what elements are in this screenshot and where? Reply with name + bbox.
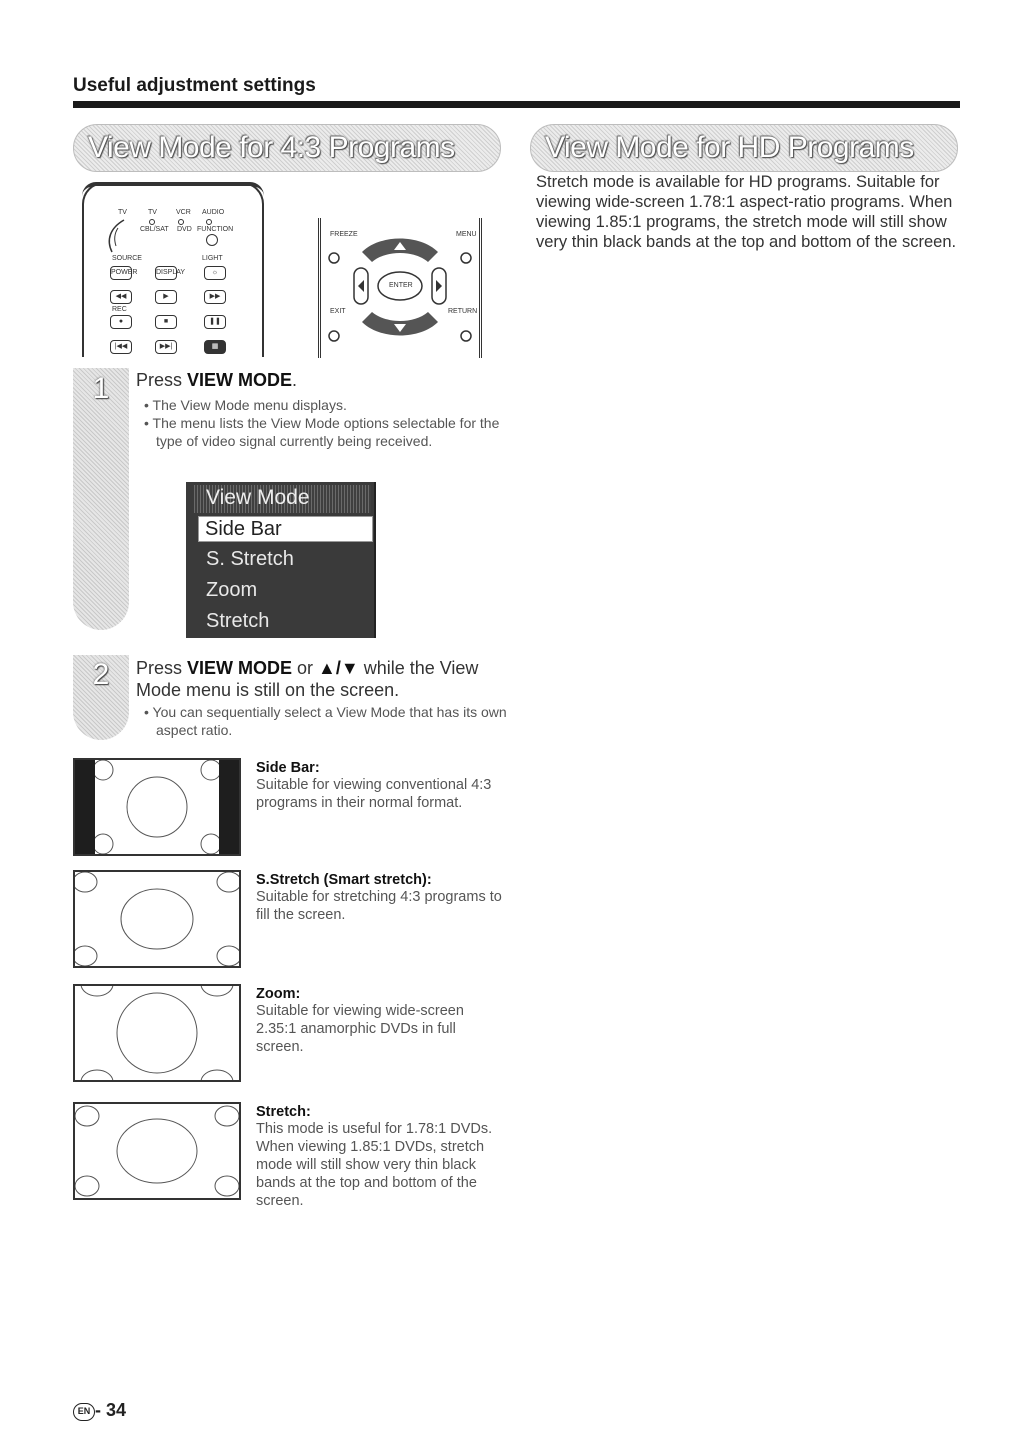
remote-label-light: LIGHT [202,255,223,262]
step-1-heading: Press VIEW MODE. [136,370,298,390]
remote-label-dvd: DVD [177,226,192,233]
stretch-thumbnail [73,1102,241,1200]
page-number: - 34 [95,1400,127,1420]
view-mode-button: ▦ [204,340,226,354]
menu-item: S. Stretch [206,548,294,570]
menu-item: Zoom [206,579,258,601]
hd-description: Stretch mode is available for HD programs. Suitable for viewing wide-screen 1.78:1 aspect-ratio programs. When viewing 1.85:1 programs, the stretch mode will still show very thin black bands at the top and bottom of the screen. [536,173,957,251]
display-button: DISPLAY [155,266,177,280]
remote-label-audio: AUDIO [202,209,225,216]
play-icon: ▶ [155,290,177,304]
remote-label-tv2: TV [148,209,157,216]
stop-icon: ■ [155,315,177,329]
mode-title: Side Bar: [256,760,320,776]
banner-hd [530,124,958,172]
menu-title: View Mode [206,486,310,509]
remote-label-vcr: VCR [176,209,191,216]
list-item: • You can sequentially select a View Mode that has its own aspect ratio. [144,704,507,738]
test-pattern-icon [75,1104,239,1198]
function-button-icon [206,234,218,246]
test-pattern-icon [75,986,239,1080]
menu-item: Stretch [206,610,270,632]
list-item: • The menu lists the View Mode options selectable for the type of video signal currently being received. [144,415,500,449]
mode-title: S.Stretch (Smart stretch): [256,872,432,888]
mode-description: This mode is useful for 1.78:1 DVDs. [256,1121,493,1137]
mode-side-bar [256,760,506,812]
test-pattern-icon [95,760,219,854]
remote-label-cblsat: CBL/SAT [140,226,169,233]
exit-label: EXIT [330,308,346,315]
mode-description-extra: When viewing 1.85:1 DVDs, stretch mode will still show very thin black bands at the top and bottom of the screen. [256,1139,485,1209]
mode-title: Zoom: [256,986,301,1002]
step-1-bar [73,368,129,630]
page-footer [73,1400,126,1421]
menu-label: MENU [456,231,477,238]
remote-led-icon [206,219,212,225]
view-mode-menu-content [186,482,376,638]
step-1-number: 1 [92,372,110,405]
freeze-label: FREEZE [330,231,358,238]
remote-buttons [82,182,264,357]
pause-icon: ❚❚ [204,315,226,329]
step-2-number: 2 [92,658,110,691]
mode-stretch [256,1104,506,1210]
remote-led-icon [149,219,155,225]
side-bar-thumbnail [73,758,241,856]
up-down-arrows-icon: ▲/▼ [318,658,359,678]
skip-back-icon: |◀◀ [110,340,132,354]
return-label: RETURN [448,308,478,315]
forward-icon: ▶▶ [204,290,226,304]
page-section-title: Useful adjustment settings [73,75,316,96]
s-stretch-thumbnail [73,870,241,968]
test-pattern-icon [75,872,239,966]
menu-item-selected: Side Bar [198,516,373,542]
mode-description: Suitable for viewing wide-screen 2.35:1 anamorphic DVDs in full screen. [256,1003,464,1055]
banner-hd-title: View Mode for HD Programs [545,131,914,164]
language-badge: EN [73,1403,95,1421]
list-item: • The View Mode menu displays. [144,397,347,413]
zoom-thumbnail [73,984,241,1082]
header-rule [73,101,960,108]
remote-label-rec: REC [112,306,127,313]
mode-s-stretch [256,872,506,924]
rewind-icon: ◀◀ [110,290,132,304]
mode-zoom [256,986,506,1056]
light-button: ☼ [204,266,226,280]
side-bar-picture [95,760,219,854]
remote-label-tv: TV [118,209,127,216]
remote-led-icon [178,219,184,225]
skip-forward-icon: ▶▶| [155,340,177,354]
record-icon: ● [110,315,132,329]
remote-pointer-icon [104,218,132,254]
banner-4-3-title: View Mode for 4:3 Programs [88,131,455,164]
step-2-heading: Press VIEW MODE or ▲/▼ while the View Mode menu is still on the screen. [136,658,479,700]
mode-description: Suitable for stretching 4:3 programs to fill the screen. [256,889,502,923]
power-button: POWER [110,266,132,280]
step-2-bullets [140,703,510,739]
remote-label-source: SOURCE [112,255,142,262]
enter-label: ENTER [389,282,413,289]
remote-label-function: FUNCTION [197,226,234,233]
mode-description: Suitable for viewing conventional 4:3 programs in their normal format. [256,777,492,811]
step-1-bullets [140,396,510,450]
mode-title: Stretch: [256,1104,311,1120]
banner-4-3 [73,124,501,172]
view-mode-key: VIEW MODE [187,370,293,390]
